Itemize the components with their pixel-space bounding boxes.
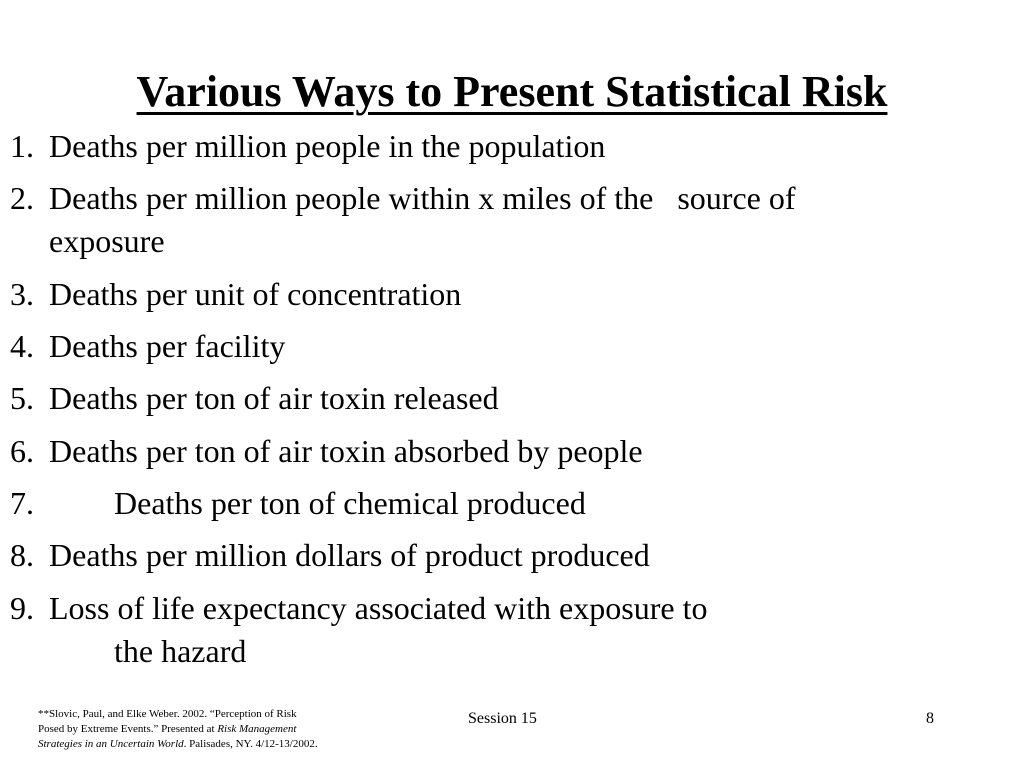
footer-citation <box>38 707 378 752</box>
list-item-text: Deaths per ton of air toxin absorbed by people <box>49 433 643 469</box>
citation-line <box>38 737 378 752</box>
slide-title: Various Ways to Present Statistical Risk <box>136 67 888 116</box>
list-item-text: Deaths per million people within x miles of the source of <box>49 180 796 216</box>
footer-page-number: 8 <box>926 710 934 727</box>
footer-session: Session 15 <box>468 710 537 727</box>
list-item-number: 5. <box>10 380 34 416</box>
list-item-number: 6. <box>10 433 34 469</box>
list-item-text: Deaths per million people in the population <box>49 128 606 164</box>
list-item-text: Loss of life expectancy associated with exposure to <box>49 590 708 626</box>
citation-line <box>38 722 378 737</box>
citation-line: **Slovic, Paul, and Elke Weber. 2002. “Perception of Risk <box>38 708 297 720</box>
list-item-number: 7. <box>10 485 34 521</box>
list-item-number: 8. <box>10 537 34 573</box>
citation-italic-text: Risk Management <box>217 723 297 735</box>
list-item-text: Deaths per ton of air toxin released <box>49 380 499 416</box>
citation-italic-text: Strategies in an Uncertain World <box>38 738 184 750</box>
citation-text: . Palisades, NY. 4/12-13/2002. <box>183 738 318 750</box>
list-item-number: 1. <box>10 128 34 164</box>
list-item-number: 3. <box>10 276 34 312</box>
list-item-continuation: the hazard <box>114 633 247 669</box>
list-item-text: Deaths per unit of concentration <box>49 276 462 312</box>
citation-text: Posed by Extreme Events.” Presented at <box>38 723 218 735</box>
list-item-number: 4. <box>10 328 34 364</box>
list-item-text: Deaths per million dollars of product produced <box>49 537 650 573</box>
list-item-number: 9. <box>10 590 34 626</box>
list-item-number: 2. <box>10 180 34 216</box>
list-item-text: Deaths per ton of chemical produced <box>114 485 586 521</box>
list-item-text: Deaths per facility <box>49 328 286 364</box>
list-item-continuation: exposure <box>49 223 165 259</box>
